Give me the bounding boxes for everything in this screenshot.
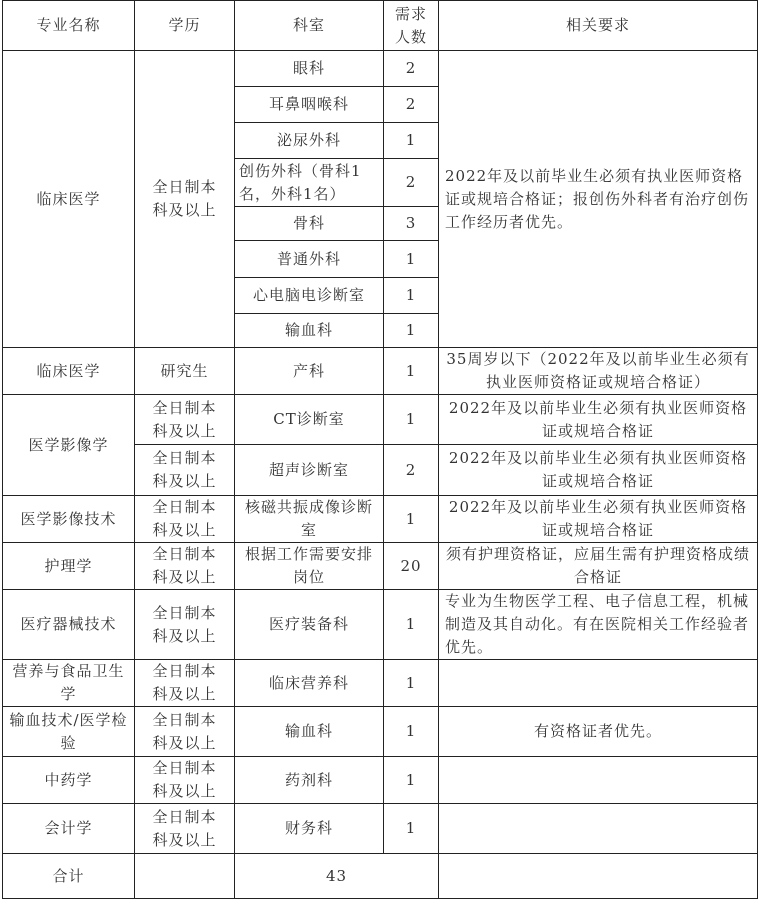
count-cell: 1 [384,804,439,854]
major-cell: 护理学 [3,543,135,590]
department-cell: 财务科 [235,804,384,854]
count-cell: 1 [384,395,439,445]
count-cell: 1 [384,348,439,395]
major-cell: 医疗器械技术 [3,590,135,660]
department-cell: 核磁共振成像诊断室 [235,496,384,543]
recruitment-table [2,0,758,899]
count-cell: 2 [384,51,439,87]
education-cell: 全日制本科及以上 [135,445,235,496]
header-row [3,1,758,51]
education-cell: 全日制本科及以上 [135,707,235,757]
requirements-cell: 有资格证者优先。 [439,707,758,757]
education-cell: 全日制本科及以上 [135,757,235,804]
requirements-cell: 2022年及以前毕业生必须有执业医师资格证或规培合格证 [439,395,758,445]
total-count: 43 [235,854,439,899]
total-education-cell [135,854,235,899]
major-cell: 营养与食品卫生学 [3,660,135,707]
requirements-cell: 2022年及以前毕业生必须有执业医师资格证或规培合格证；报创伤外科者有治疗创伤工作经历者优先。 [439,51,758,348]
count-cell: 1 [384,123,439,159]
education-cell: 全日制本科及以上 [135,395,235,445]
header-department: 科室 [235,1,384,51]
count-cell: 1 [384,496,439,543]
total-requirements-cell [439,854,758,899]
count-cell: 1 [384,757,439,804]
major-cell: 临床医学 [3,348,135,395]
table-row [3,51,758,87]
count-cell: 1 [384,707,439,757]
table-row [3,348,758,395]
requirements-cell: 2022年及以前毕业生必须有执业医师资格证或规培合格证 [439,496,758,543]
major-cell: 临床医学 [3,51,135,348]
count-cell: 2 [384,159,439,207]
header-major: 专业名称 [3,1,135,51]
requirements-cell [439,757,758,804]
education-cell: 全日制本科及以上 [135,590,235,660]
department-cell: 泌尿外科 [235,123,384,159]
total-row [3,854,758,899]
department-cell: 眼科 [235,51,384,87]
major-cell: 医学影像技术 [3,496,135,543]
education-cell: 全日制本科及以上 [135,660,235,707]
count-cell: 2 [384,445,439,496]
table-row [3,496,758,543]
education-cell: 全日制本科及以上 [135,543,235,590]
department-cell: 根据工作需要安排岗位 [235,543,384,590]
major-cell: 输血技术/医学检验 [3,707,135,757]
table-row [3,660,758,707]
count-cell: 1 [384,590,439,660]
count-cell: 1 [384,660,439,707]
department-cell: 普通外科 [235,241,384,278]
department-cell: 输血科 [235,314,384,348]
department-cell: 创伤外科（骨科1名，外科1名） [235,159,384,207]
department-cell: 心电脑电诊断室 [235,278,384,314]
major-cell: 中药学 [3,757,135,804]
department-cell: 医疗装备科 [235,590,384,660]
table-row [3,707,758,757]
major-cell: 会计学 [3,804,135,854]
department-cell: 输血科 [235,707,384,757]
education-cell: 全日制本科及以上 [135,804,235,854]
count-cell: 2 [384,87,439,123]
requirements-cell: 专业为生物医学工程、电子信息工程，机械制造及其自动化。有在医院相关工作经验者优先。 [439,590,758,660]
requirements-cell: 35周岁以下（2022年及以前毕业生必须有执业医师资格证或规培合格证） [439,348,758,395]
count-cell: 20 [384,543,439,590]
requirements-cell [439,660,758,707]
department-cell: 超声诊断室 [235,445,384,496]
table-row [3,395,758,445]
education-cell: 研究生 [135,348,235,395]
education-cell: 全日制本科及以上 [135,496,235,543]
department-cell: 药剂科 [235,757,384,804]
department-cell: 耳鼻咽喉科 [235,87,384,123]
count-cell: 1 [384,314,439,348]
requirements-cell: 须有护理资格证，应届生需有护理资格成绩合格证 [439,543,758,590]
header-education: 学历 [135,1,235,51]
header-requirements: 相关要求 [439,1,758,51]
department-cell: 产科 [235,348,384,395]
requirements-cell [439,804,758,854]
table-row [3,590,758,660]
table-row [3,757,758,804]
requirements-cell: 2022年及以前毕业生必须有执业医师资格证或规培合格证 [439,445,758,496]
count-cell: 3 [384,207,439,241]
department-cell: CT诊断室 [235,395,384,445]
count-cell: 1 [384,278,439,314]
education-cell: 全日制本科及以上 [135,51,235,348]
table-row [3,804,758,854]
header-count: 需求人数 [384,1,439,51]
total-label: 合计 [3,854,135,899]
count-cell: 1 [384,241,439,278]
department-cell: 临床营养科 [235,660,384,707]
department-cell: 骨科 [235,207,384,241]
major-cell: 医学影像学 [3,395,135,496]
table-row [3,543,758,590]
